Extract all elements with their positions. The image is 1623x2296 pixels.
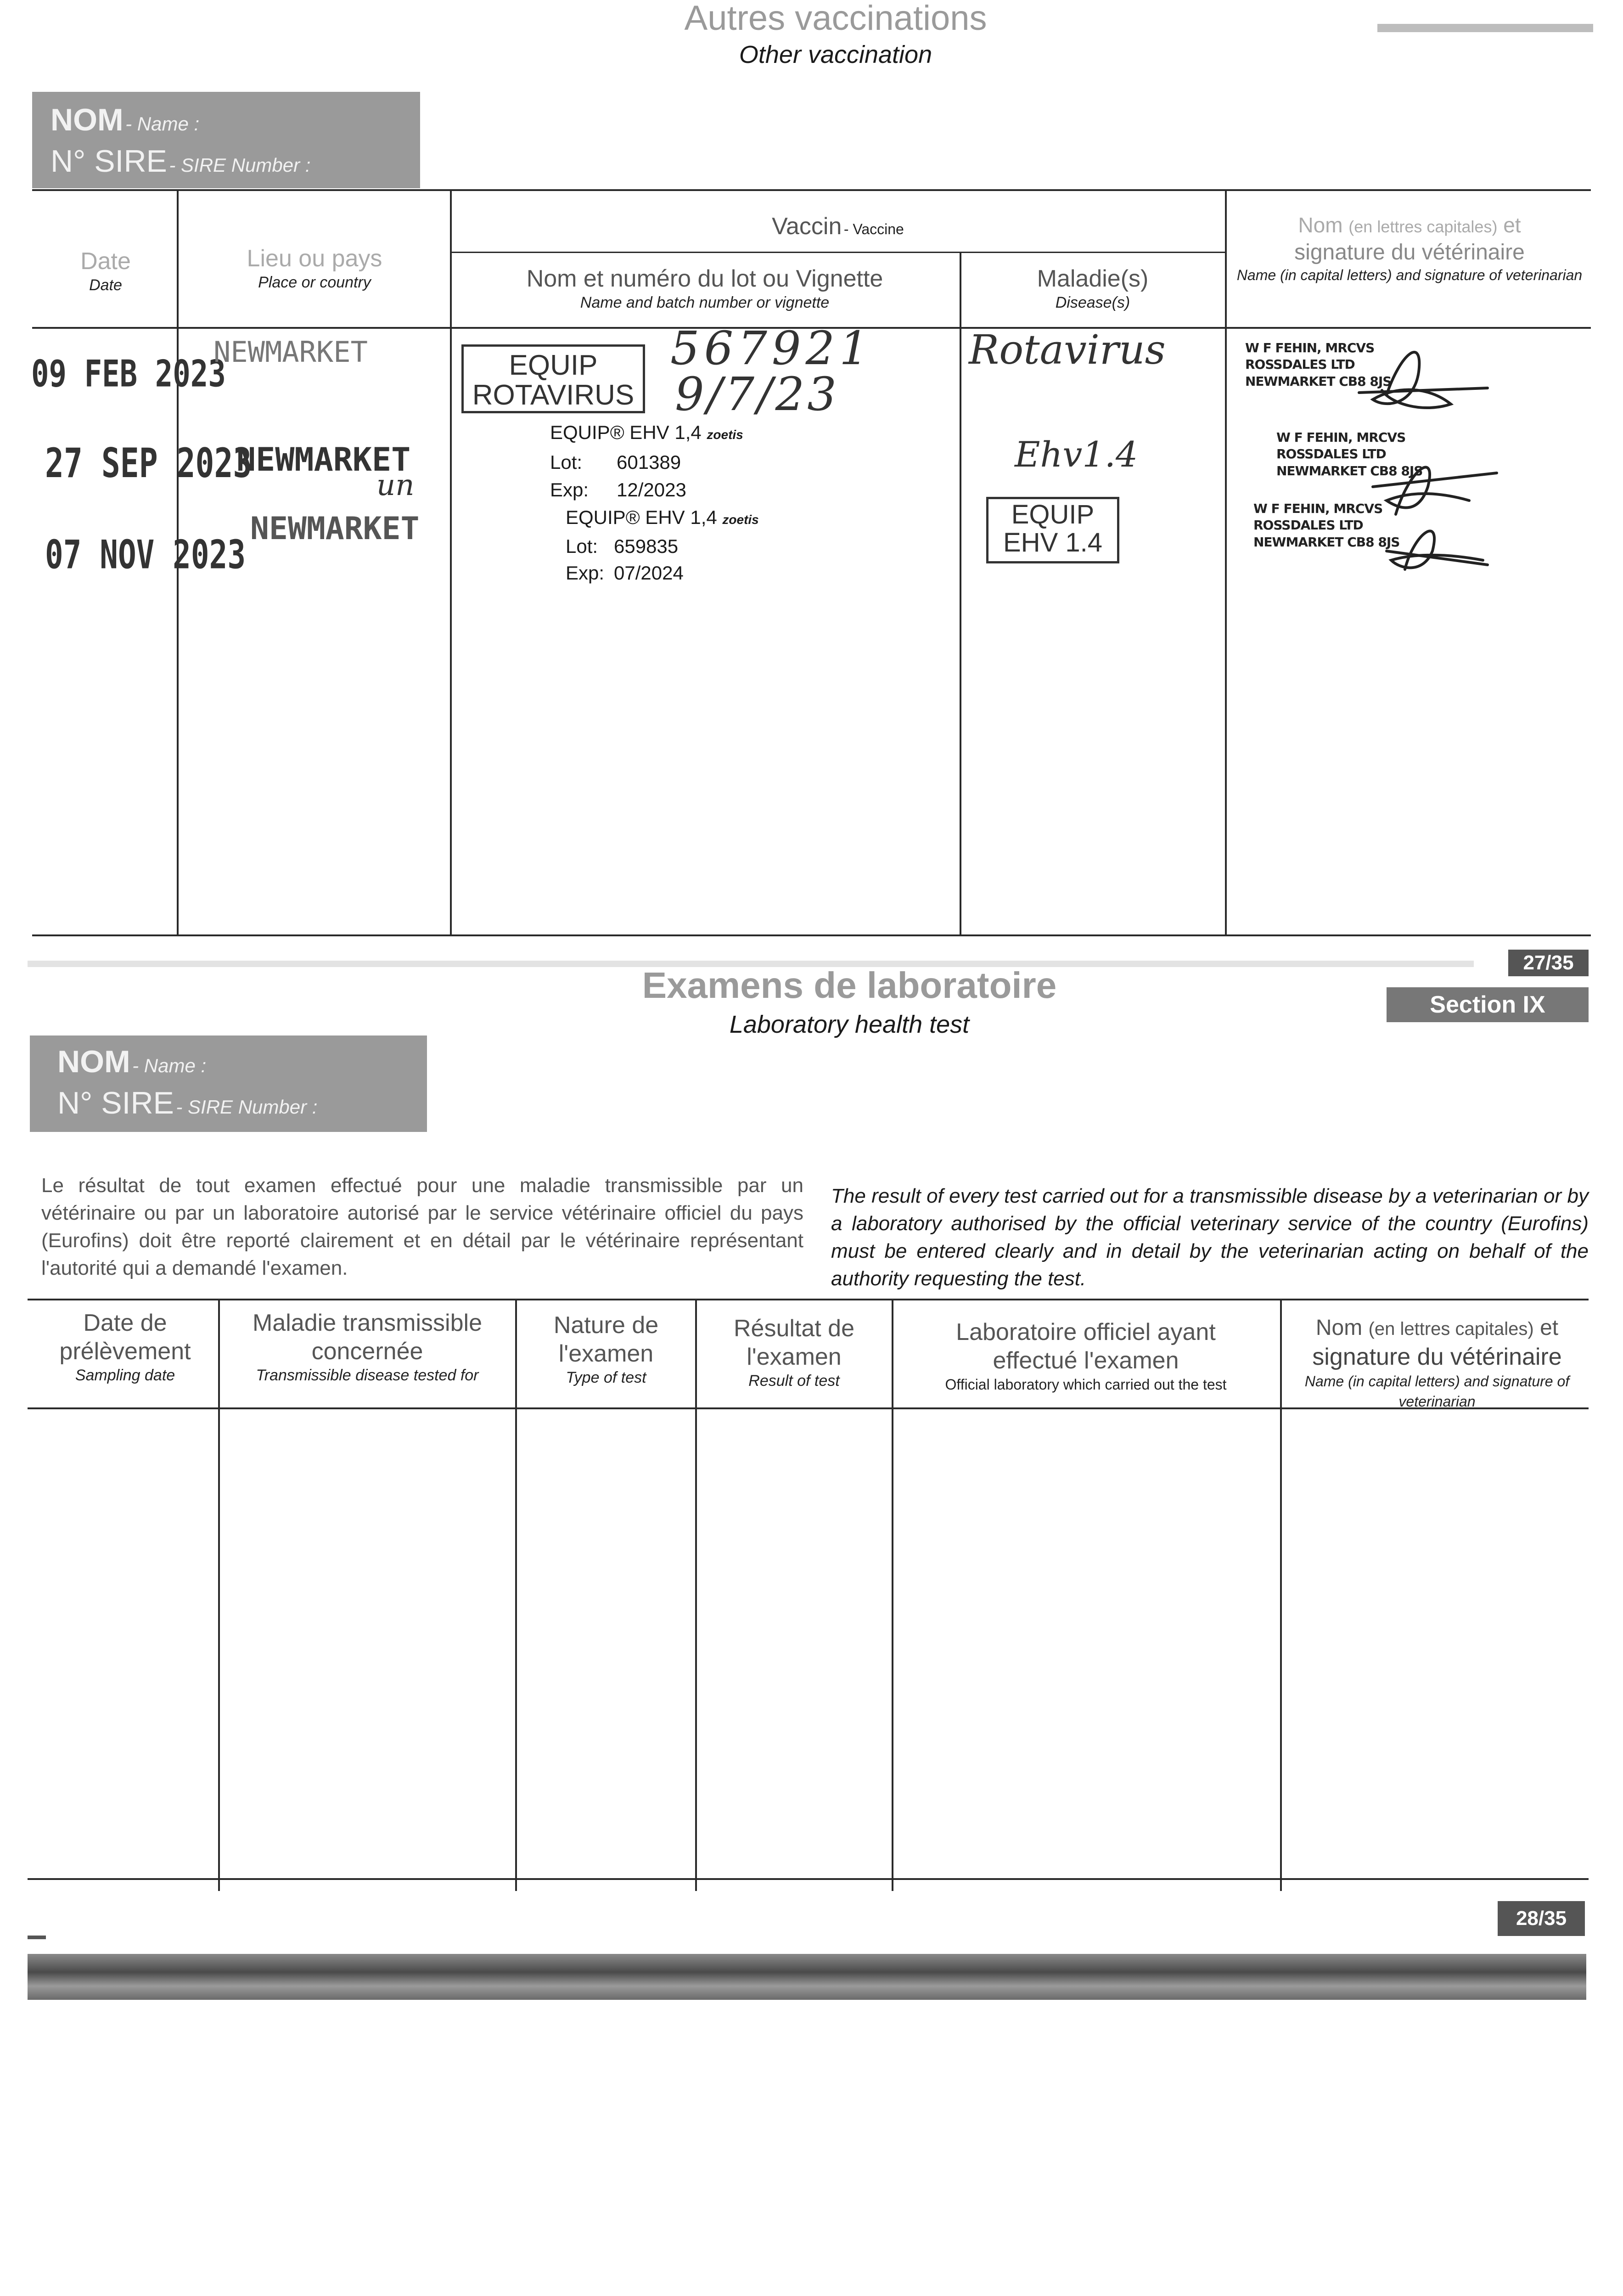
- lab-header-6-et: et: [1540, 1316, 1559, 1340]
- lab-header-6-caps: (en lettres capitales): [1368, 1319, 1534, 1339]
- row2-exp: 12/2023: [617, 479, 686, 501]
- row1-vaccine-stamp: [461, 344, 645, 413]
- row3-exp: 07/2024: [614, 562, 684, 584]
- lab-header-vet: [1286, 1314, 1589, 1412]
- place-header: [184, 244, 445, 292]
- lab-header-2-en: Transmissible disease tested for: [256, 1367, 479, 1384]
- veterinarian-signatures: [1331, 294, 1538, 588]
- sire-number-label-2: - SIRE Number :: [176, 1096, 318, 1118]
- row2-product-label: [550, 419, 743, 504]
- lab-header-5-en: Official laboratory which carried out the test: [945, 1376, 1227, 1393]
- vet-header-caps: (en lettres capitales): [1348, 217, 1498, 236]
- row1-vaccine-stamp-line1: EQUIP: [509, 349, 598, 381]
- nom-label: NOM: [51, 102, 124, 137]
- bottom-title-en: Laboratory health test: [729, 1011, 970, 1038]
- page-number-28: 28/35: [1498, 1901, 1585, 1936]
- bottom-name-box: [30, 1035, 427, 1132]
- page-number-27: 27/35: [1508, 950, 1589, 976]
- row2-vet-address: NEWMARKET CB8 8JS: [1276, 463, 1423, 478]
- lab-header-sampling-date: [37, 1309, 213, 1385]
- row3-disease-stamp-line1: EQUIP: [1011, 500, 1095, 529]
- vet-header: [1230, 212, 1589, 285]
- bottom-title-fr: Examens de laboratoire: [642, 965, 1057, 1006]
- lab-header-disease: [225, 1309, 510, 1385]
- instructions-fr: Le résultat de tout examen effectué pour une maladie transmissible par un vétérinaire ou par un laboratoire autorisé par le service vétérinaire officiel du pays (Eurofins) doit être reporté clairement et en détail par le vétérinaire représentant l'autorité qui a demandé l'examen.: [41, 1174, 803, 1279]
- place-header-en: Place or country: [258, 274, 371, 291]
- row2-disease: Ehv1.4: [1015, 434, 1138, 475]
- row3-vet-practice: ROSSDALES LTD: [1253, 518, 1363, 533]
- nom-label-2: NOM: [57, 1044, 130, 1079]
- top-title-fr: Autres vaccinations: [684, 5, 987, 32]
- row2-exp-label: Exp:: [550, 479, 589, 501]
- lab-table-bottom-line: [28, 1878, 1589, 1880]
- row3-product: EQUIP® EHV 1,4: [566, 506, 717, 528]
- lab-header-6-signature: signature du vétérinaire: [1312, 1344, 1562, 1370]
- lab-header-type: [521, 1311, 691, 1387]
- row1-date: 09 FEB 2023: [31, 353, 226, 396]
- row3-lot: 659835: [614, 535, 679, 557]
- batch-header: [455, 264, 955, 312]
- vaccine-sub-line: [450, 252, 1226, 253]
- lab-header-3-en: Type of test: [566, 1369, 646, 1386]
- row3-brand: zoetis: [722, 512, 759, 527]
- vet-header-nom: Nom: [1298, 213, 1343, 237]
- lab-col-line-3: [695, 1299, 697, 1891]
- row3-lot-label: Lot:: [566, 535, 598, 557]
- row3-exp-label: Exp:: [566, 562, 605, 584]
- lab-header-1-fr: Date de prélèvement: [59, 1310, 191, 1365]
- col-line-3: [960, 252, 961, 934]
- lab-header-6-nom: Nom: [1315, 1316, 1363, 1340]
- disease-header-fr: Maladie(s): [1037, 265, 1149, 292]
- row1-vet-name: W F FEHIN, MRCVS: [1245, 340, 1375, 355]
- lab-header-3-fr: Nature de l'examen: [553, 1312, 659, 1367]
- top-title-en: Other vaccination: [739, 41, 932, 68]
- row1-vet-practice: ROSSDALES LTD: [1245, 357, 1355, 372]
- scan-mark: [28, 1936, 46, 1939]
- date-header: [41, 247, 170, 295]
- col-line-4: [1225, 189, 1227, 934]
- vet-header-signature: signature du vétérinaire: [1294, 240, 1525, 264]
- row3-date: 07 NOV 2023: [45, 532, 246, 578]
- batch-header-en: Name and batch number or vignette: [580, 294, 830, 311]
- row1-place: NEWMARKET: [213, 335, 368, 369]
- row2-product: EQUIP® EHV 1,4: [550, 422, 702, 443]
- lab-col-line-5: [1280, 1299, 1282, 1891]
- row1-vet-address: NEWMARKET CB8 8JS: [1245, 373, 1392, 389]
- lab-col-line-4: [892, 1299, 893, 1891]
- row2-lot: 601389: [617, 451, 681, 473]
- sire-label-2: N° SIRE: [57, 1086, 174, 1120]
- row2-brand: zoetis: [707, 428, 743, 442]
- row2-vet-name: W F FEHIN, MRCVS: [1276, 430, 1406, 445]
- row3-vet-address: NEWMARKET CB8 8JS: [1253, 534, 1400, 550]
- name-label: - Name :: [125, 113, 200, 135]
- row1-batch-handwritten: 567921: [670, 321, 873, 375]
- vaccine-header: [455, 212, 1221, 241]
- row2-lot-label: Lot:: [550, 451, 583, 473]
- row3-place: NEWMARKET: [250, 511, 420, 547]
- lab-col-line-2: [515, 1299, 517, 1891]
- row3-disease-stamp: [986, 497, 1119, 563]
- name-label-2: - Name :: [132, 1055, 207, 1076]
- lab-header-6-en: Name (in capital letters) and signature of veterinarian: [1304, 1373, 1570, 1410]
- top-grey-strip: [1377, 24, 1593, 32]
- top-name-box: [32, 92, 420, 188]
- row3-product-label: [566, 504, 759, 586]
- row2-place-initials: un: [376, 468, 415, 502]
- instructions-en: The result of every test carried out for a transmissible disease by a veterinarian or by a laboratory authorised by the official veterinary service of the country (Eurofins) must be entered clearly and in detail by the veterinarian acting on behalf of the authority requesting the test.: [831, 1185, 1589, 1290]
- row2-date: 27 SEP 2023: [45, 440, 252, 487]
- lab-header-laboratory: [898, 1318, 1274, 1394]
- date-header-en: Date: [89, 276, 122, 294]
- lab-header-4-en: Result of test: [748, 1372, 840, 1390]
- disease-header: [964, 264, 1221, 312]
- row2-place: NEWMARKET: [236, 441, 411, 478]
- row2-vet-practice: ROSSDALES LTD: [1276, 446, 1386, 462]
- sire-number-label: - SIRE Number :: [169, 154, 311, 176]
- top-table-bottom-line: [32, 934, 1591, 936]
- section-badge: Section IX: [1387, 987, 1589, 1022]
- lab-header-1-en: Sampling date: [75, 1367, 175, 1384]
- place-header-fr: Lieu ou pays: [247, 245, 382, 272]
- row1-vaccine-stamp-line2: ROTAVIRUS: [472, 379, 635, 411]
- row3-disease-stamp-line2: EHV 1.4: [1003, 527, 1102, 557]
- row3-vet-name: W F FEHIN, MRCVS: [1253, 501, 1383, 516]
- date-header-fr: Date: [80, 248, 131, 275]
- vet-header-et: et: [1503, 213, 1521, 237]
- vaccine-header-en: - Vaccine: [843, 221, 904, 237]
- disease-header-en: Disease(s): [1055, 294, 1130, 311]
- lab-header-2-fr: Maladie transmissible concernée: [253, 1310, 482, 1365]
- sire-label: N° SIRE: [51, 144, 167, 179]
- row1-disease: Rotavirus: [969, 326, 1166, 373]
- lab-col-line-1: [218, 1299, 220, 1891]
- col-line-2: [450, 189, 452, 934]
- row1-exp-handwritten: 9/7/23: [675, 367, 839, 421]
- lab-table-top-line: [28, 1299, 1589, 1300]
- vaccine-header-fr: Vaccin: [772, 213, 842, 240]
- lab-header-4-fr: Résultat de l'examen: [733, 1315, 855, 1370]
- lab-header-5-fr: Laboratoire officiel ayant effectué l'examen: [956, 1319, 1216, 1374]
- top-table-top-line: [32, 189, 1591, 191]
- batch-header-fr: Nom et numéro du lot ou Vignette: [526, 265, 883, 292]
- scan-edge-bar: [28, 1954, 1586, 2000]
- lab-header-result: [701, 1314, 887, 1390]
- vet-header-en: Name (in capital letters) and signature of veterinarian: [1236, 267, 1583, 283]
